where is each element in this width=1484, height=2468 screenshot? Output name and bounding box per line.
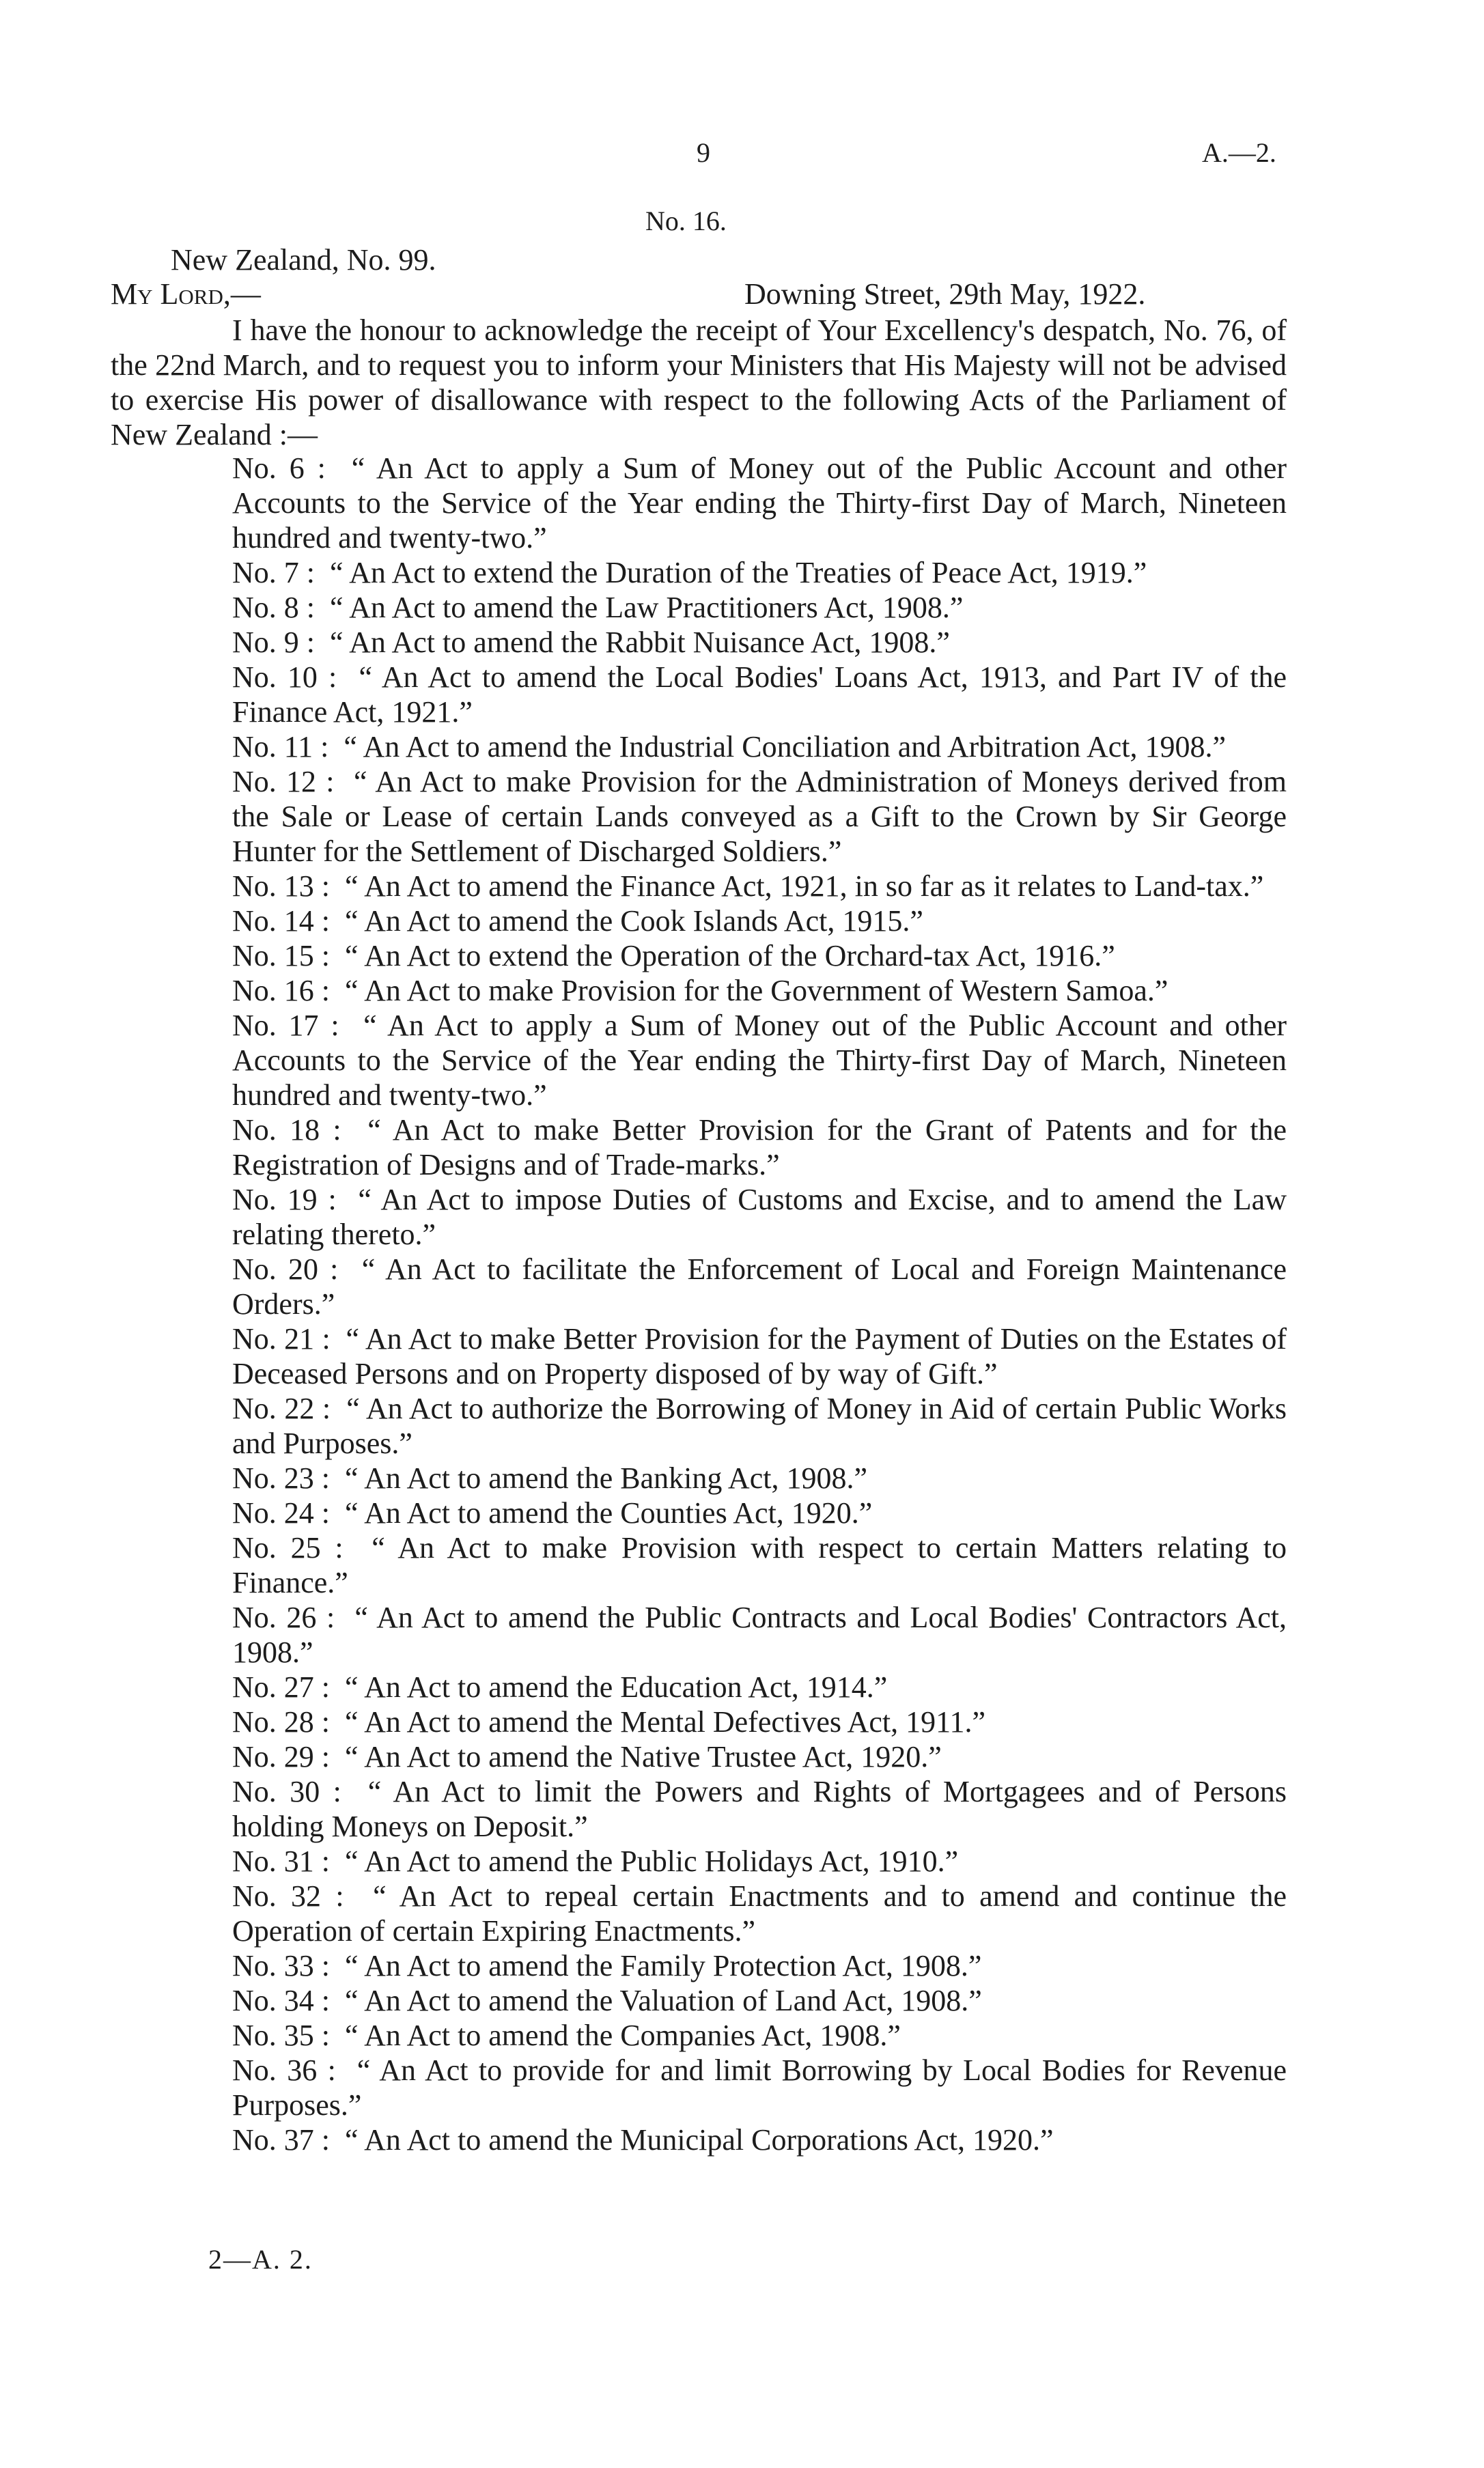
act-number: No. 27 : — [232, 1670, 330, 1704]
act-title: “ An Act to apply a Sum of Money out of the Public Account and other Accounts to the Service of the Year ending the Thirty-first Day of March, Nineteen hundred and twenty-two.” — [232, 1009, 1287, 1112]
act-number: No. 18 : — [232, 1113, 341, 1147]
act-title: “ An Act to facilitate the Enforcement of Local and Foreign Maintenance Orders.” — [232, 1252, 1287, 1321]
act-entry — [176, 938, 1287, 973]
act-title: “ An Act to amend the Family Protection Act, 1908.” — [345, 1949, 982, 1982]
act-number: No. 28 : — [232, 1705, 330, 1739]
act-entry — [176, 1496, 1287, 1530]
act-list-item — [232, 1461, 1287, 1496]
act-number: No. 33 : — [232, 1949, 330, 1982]
document-reference: A.—2. — [1202, 137, 1276, 168]
act-number: No. 8 : — [232, 591, 315, 624]
act-title: “ An Act to impose Duties of Customs and Excise, and to amend the Law relating thereto.” — [232, 1183, 1287, 1251]
acts-list — [232, 451, 1287, 2157]
act-title: “ An Act to amend the Law Practitioners Act, 1908.” — [330, 591, 964, 624]
act-title: “ An Act to amend the Public Contracts and Local Bodies' Contractors Act, 1908.” — [232, 1601, 1287, 1669]
act-list-item — [232, 1670, 1287, 1705]
act-list-item — [232, 1879, 1287, 1948]
act-number: No. 30 : — [232, 1775, 341, 1808]
act-list-item — [232, 1321, 1287, 1391]
act-list-item — [232, 729, 1287, 764]
act-entry — [176, 1600, 1287, 1670]
act-number: No. 14 : — [232, 904, 330, 938]
act-list-item — [232, 938, 1287, 973]
act-number: No. 9 : — [232, 626, 315, 659]
act-number: No. 22 : — [232, 1392, 331, 1425]
act-entry — [176, 1530, 1287, 1600]
act-entry — [176, 1948, 1287, 1983]
act-number: No. 25 : — [232, 1531, 344, 1565]
act-number: No. 23 : — [232, 1461, 330, 1495]
act-title: “ An Act to amend the Counties Act, 1920.” — [345, 1496, 873, 1530]
act-entry — [176, 869, 1287, 903]
printer-signature-mark: 2—A. 2. — [208, 2244, 313, 2275]
act-number: No. 31 : — [232, 1845, 330, 1878]
act-entry — [176, 1008, 1287, 1112]
act-list-item — [232, 451, 1287, 555]
act-number: No. 19 : — [232, 1183, 337, 1216]
despatch-origin: New Zealand, No. 99. — [171, 243, 436, 277]
act-entry — [176, 1391, 1287, 1461]
act-entry — [176, 1844, 1287, 1879]
act-entry — [176, 1774, 1287, 1844]
act-title: “ An Act to make Provision with respect to certain Matters relating to Finance.” — [232, 1531, 1287, 1599]
act-title: “ An Act to amend the Companies Act, 1908.” — [345, 2019, 901, 2052]
salutation: My Lord,— — [111, 277, 261, 311]
act-title: “ An Act to extend the Duration of the Treaties of Peace Act, 1919.” — [330, 556, 1147, 589]
act-list-item — [232, 1391, 1287, 1461]
act-title: “ An Act to amend the Local Bodies' Loans Act, 1913, and Part IV of the Finance Act, 1921.” — [232, 660, 1287, 729]
act-list-item — [232, 555, 1287, 590]
act-title: “ An Act to amend the Native Trustee Act, 1920.” — [345, 1740, 942, 1773]
act-list-item — [232, 1182, 1287, 1252]
act-list-item — [232, 1739, 1287, 1774]
act-entry — [176, 1879, 1287, 1948]
act-entry — [176, 1670, 1287, 1705]
dateline: Downing Street, 29th May, 1922. — [744, 277, 1146, 311]
act-list-item — [232, 1705, 1287, 1739]
act-title: “ An Act to repeal certain Enactments and to amend and continue the Operation of certain Expiring Enactments.” — [232, 1879, 1287, 1948]
act-title: “ An Act to make Better Provision for the Payment of Duties on the Estates of Deceased Persons and on Property disposed of by way of Gift.” — [232, 1322, 1287, 1390]
act-number: No. 34 : — [232, 1984, 330, 2017]
act-title: “ An Act to make Better Provision for the Grant of Patents and for the Registration of Designs and of Trade-marks.” — [232, 1113, 1287, 1181]
act-entry — [176, 1983, 1287, 2018]
act-list-item — [232, 1844, 1287, 1879]
act-number: No. 26 : — [232, 1601, 335, 1634]
act-list-item — [232, 2053, 1287, 2122]
act-title: “ An Act to extend the Operation of the Orchard-tax Act, 1916.” — [345, 939, 1115, 972]
act-entry — [176, 2122, 1287, 2157]
act-entry — [176, 1461, 1287, 1496]
act-title: “ An Act to amend the Valuation of Land Act, 1908.” — [345, 1984, 982, 2017]
act-list-item — [232, 903, 1287, 938]
act-number: No. 10 : — [232, 660, 337, 694]
act-entry — [176, 729, 1287, 764]
act-list-item — [232, 1496, 1287, 1530]
act-title: “ An Act to provide for and limit Borrowing by Local Bodies for Revenue Purposes.” — [232, 2053, 1287, 2122]
act-entry — [176, 590, 1287, 625]
act-title: “ An Act to amend the Public Holidays Act, 1910.” — [345, 1845, 959, 1878]
act-entry — [176, 2053, 1287, 2122]
act-number: No. 6 : — [232, 451, 326, 485]
act-list-item — [232, 2018, 1287, 2053]
act-list-item — [232, 1948, 1287, 1983]
act-number: No. 11 : — [232, 730, 329, 763]
act-list-item — [232, 1112, 1287, 1182]
act-title: “ An Act to limit the Powers and Rights of Mortgagees and of Persons holding Moneys on Deposit.” — [232, 1775, 1287, 1843]
act-number: No. 13 : — [232, 869, 330, 903]
act-number: No. 32 : — [232, 1879, 344, 1913]
despatch-number: No. 16. — [645, 206, 727, 236]
act-title: “ An Act to amend the Cook Islands Act, 1915.” — [345, 904, 923, 938]
act-entry — [176, 660, 1287, 729]
act-title: “ An Act to amend the Mental Defectives Act, 1911.” — [345, 1705, 985, 1739]
act-list-item — [232, 1252, 1287, 1321]
act-title: “ An Act to amend the Banking Act, 1908.” — [345, 1461, 867, 1495]
act-entry — [176, 1112, 1287, 1182]
act-number: No. 29 : — [232, 1740, 330, 1773]
act-title: “ An Act to amend the Education Act, 1914.” — [345, 1670, 888, 1704]
act-entry — [176, 555, 1287, 590]
act-entry — [176, 1739, 1287, 1774]
act-entry — [176, 1705, 1287, 1739]
act-list-item — [232, 625, 1287, 660]
act-entry — [176, 1321, 1287, 1391]
act-entry — [176, 973, 1287, 1008]
act-list-item — [232, 660, 1287, 729]
act-list-item — [232, 1530, 1287, 1600]
act-entry — [176, 1182, 1287, 1252]
act-list-item — [232, 590, 1287, 625]
act-entry — [176, 764, 1287, 869]
act-number: No. 16 : — [232, 974, 330, 1007]
act-title: “ An Act to amend the Industrial Conciliation and Arbitration Act, 1908.” — [344, 730, 1227, 763]
act-title: “ An Act to authorize the Borrowing of Money in Aid of certain Public Works and Purposes.” — [232, 1392, 1287, 1460]
act-list-item — [232, 973, 1287, 1008]
act-list-item — [232, 1600, 1287, 1670]
act-entry — [176, 451, 1287, 555]
act-number: No. 12 : — [232, 765, 335, 798]
act-number: No. 17 : — [232, 1009, 339, 1042]
letter-body: I have the honour to acknowledge the receipt of Your Excellency's despatch, No. 76, of the 22nd March, and to request you to inform your Ministers that His Majesty will not be advised to exercise His power of disallowance with respect to the following Acts of the Parliament of New Zealand :— — [111, 313, 1287, 451]
act-entry — [176, 2018, 1287, 2053]
act-list-item — [232, 764, 1287, 869]
act-number: No. 21 : — [232, 1322, 331, 1356]
act-title: “ An Act to make Provision for the Government of Western Samoa.” — [345, 974, 1168, 1007]
act-title: “ An Act to amend the Finance Act, 1921, in so far as it relates to Land-tax.” — [345, 869, 1264, 903]
act-list-item — [232, 2122, 1287, 2157]
act-number: No. 24 : — [232, 1496, 330, 1530]
page-number: 9 — [697, 137, 710, 168]
act-entry — [176, 903, 1287, 938]
act-number: No. 7 : — [232, 556, 315, 589]
act-title: “ An Act to amend the Rabbit Nuisance Act, 1908.” — [330, 626, 950, 659]
act-title: “ An Act to make Provision for the Administration of Moneys derived from the Sale or Lease of certain Lands conveyed as a Gift to the Crown by Sir George Hunter for the Settlement of Discharged Soldiers.” — [232, 765, 1287, 868]
act-number: No. 37 : — [232, 2123, 330, 2157]
act-number: No. 20 : — [232, 1252, 339, 1286]
act-number: No. 15 : — [232, 939, 330, 972]
act-number: No. 36 : — [232, 2053, 336, 2087]
act-title: “ An Act to apply a Sum of Money out of the Public Account and other Accounts to the Service of the Year ending the Thirty-first Day of March, Nineteen hundred and twenty-two.” — [232, 451, 1287, 555]
act-list-item — [232, 1983, 1287, 2018]
act-entry — [176, 1252, 1287, 1321]
act-entry — [176, 625, 1287, 660]
act-title: “ An Act to amend the Municipal Corporations Act, 1920.” — [345, 2123, 1054, 2157]
act-list-item — [232, 1008, 1287, 1112]
act-number: No. 35 : — [232, 2019, 330, 2052]
act-list-item — [232, 1774, 1287, 1844]
act-list-item — [232, 869, 1287, 903]
